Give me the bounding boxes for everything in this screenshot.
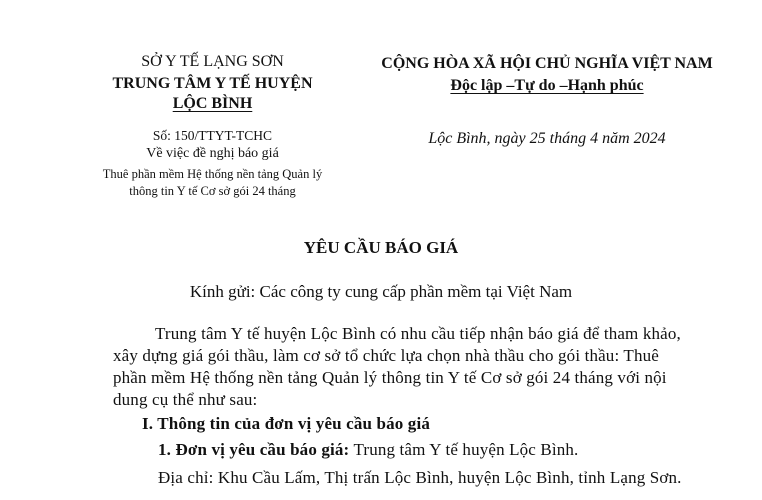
item-1-value: Trung tâm Y tế huyện Lộc Bình. <box>349 440 579 459</box>
section-heading: I. Thông tin của đơn vị yêu cầu báo giá <box>142 414 430 433</box>
paragraph-line-4: dung cụ thể như sau: <box>113 390 258 409</box>
national-title: CỘNG HÒA XÃ HỘI CHỦ NGHĨA VIỆT NAM <box>381 55 713 72</box>
national-motto <box>356 77 738 95</box>
paragraph-line-1: Trung tâm Y tế huyện Lộc Bình có nhu cầu tiếp nhận báo giá để tham khảo, <box>155 324 681 343</box>
department-name: SỞ Y TẾ LẠNG SƠN <box>141 53 284 70</box>
document-number: Số: 150/TTYT-TCHC <box>152 128 273 143</box>
paragraph-line-3: phần mềm Hệ thống nền tảng Quản lý thông tin Y tế Cơ sở gói 24 tháng với nội <box>113 368 667 387</box>
center-name-line2 <box>60 95 365 113</box>
subject-line-3: thông tin Y tế Cơ sở gói 24 tháng <box>129 184 296 198</box>
address-line: Địa chỉ: Khu Cầu Lấm, Thị trấn Lộc Bình, huyện Lộc Bình, tỉnh Lạng Sơn. <box>158 468 682 487</box>
recipient-line: Kính gửi: Các công ty cung cấp phần mềm tại Việt Nam <box>189 282 573 301</box>
subject-line-2: Thuê phần mềm Hệ thống nền tảng Quản lý <box>102 167 323 181</box>
place-date: Lộc Bình, ngày 25 tháng 4 năm 2024 <box>428 130 666 147</box>
item-1-label: 1. Đơn vị yêu cầu báo giá: <box>158 440 350 459</box>
paragraph-line-2: xây dựng giá gói thầu, làm cơ sở tổ chức lựa chọn nhà thầu cho gói thầu: Thuê <box>113 346 659 365</box>
center-name-line1: TRUNG TÂM Y TẾ HUYỆN <box>112 75 313 92</box>
national-motto-text: Độc lập –Tự do –Hạnh phúc <box>450 77 644 94</box>
center-name-line2-text: LỘC BÌNH <box>172 95 253 112</box>
document-title: YÊU CẦU BÁO GIÁ <box>303 238 459 257</box>
item-1 <box>158 440 738 460</box>
subject-line-1: Về việc đề nghị báo giá <box>146 146 279 161</box>
